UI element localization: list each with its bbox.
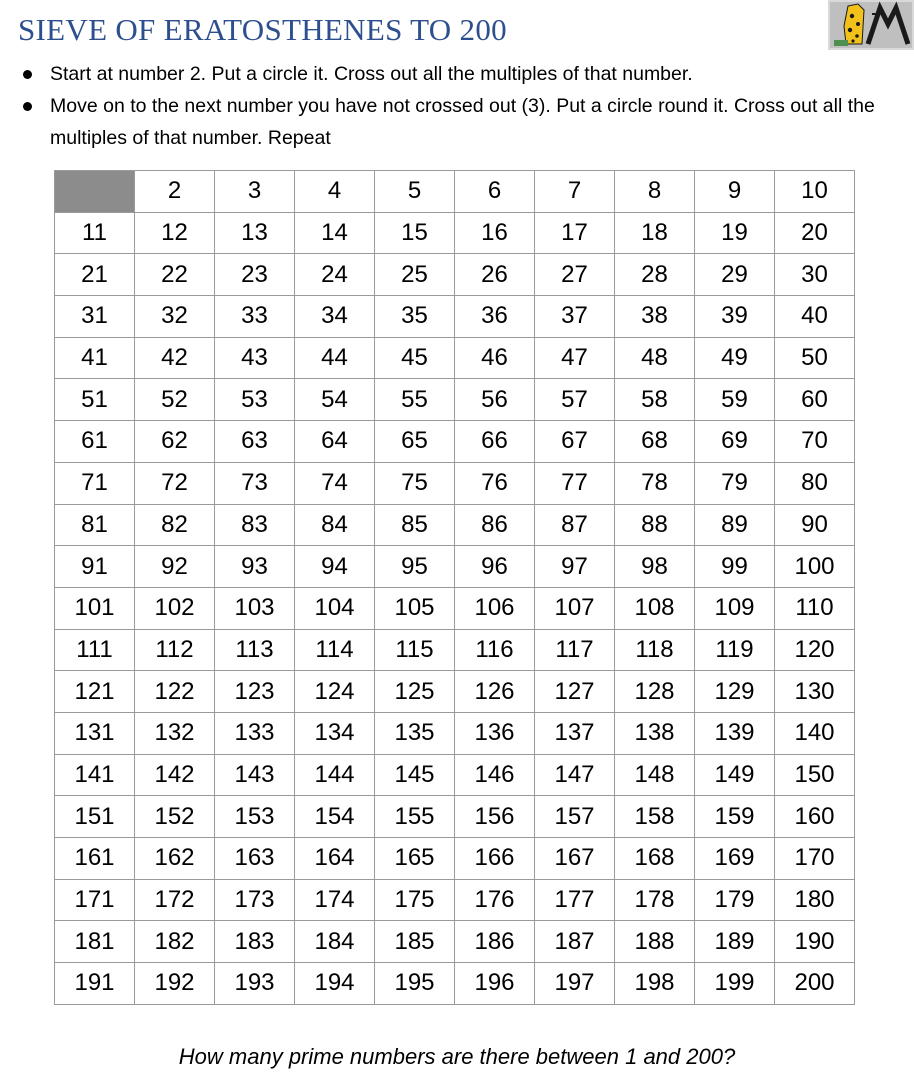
number-cell[interactable]: 146 [455, 754, 535, 796]
number-cell[interactable]: 184 [295, 921, 375, 963]
number-cell[interactable]: 33 [215, 296, 295, 338]
number-cell[interactable]: 130 [775, 671, 855, 713]
number-cell[interactable]: 161 [55, 838, 135, 880]
number-cell[interactable]: 53 [215, 379, 295, 421]
number-cell[interactable]: 185 [375, 921, 455, 963]
number-cell[interactable]: 133 [215, 712, 295, 754]
number-cell[interactable]: 167 [535, 838, 615, 880]
number-cell[interactable]: 164 [295, 838, 375, 880]
grid-row [55, 838, 855, 880]
number-cell[interactable]: 112 [135, 629, 215, 671]
number-cell[interactable]: 195 [375, 963, 455, 1005]
number-cell[interactable]: 38 [615, 296, 695, 338]
number-cell[interactable]: 79 [695, 462, 775, 504]
number-cell[interactable]: 40 [775, 296, 855, 338]
number-cell[interactable]: 54 [295, 379, 375, 421]
number-cell[interactable]: 165 [375, 838, 455, 880]
number-cell[interactable]: 20 [775, 212, 855, 254]
number-cell[interactable]: 193 [215, 963, 295, 1005]
instruction-text: Start at number 2. Put a circle it. Cross out all the multiples of that number. [50, 63, 693, 85]
number-cell[interactable]: 46 [455, 337, 535, 379]
number-cell[interactable]: 186 [455, 921, 535, 963]
instruction-item [20, 58, 900, 90]
number-cell[interactable]: 132 [135, 712, 215, 754]
instruction-list [20, 58, 900, 154]
number-cell[interactable]: 14 [295, 212, 375, 254]
grid-row [55, 963, 855, 1005]
number-cell[interactable]: 32 [135, 296, 215, 338]
number-cell[interactable]: 58 [615, 379, 695, 421]
number-cell[interactable]: 18 [615, 212, 695, 254]
number-cell[interactable]: 74 [295, 462, 375, 504]
number-cell[interactable]: 103 [215, 587, 295, 629]
instruction-item [20, 90, 900, 154]
number-cell[interactable]: 187 [535, 921, 615, 963]
number-cell[interactable]: 41 [55, 337, 135, 379]
number-cell[interactable]: 108 [615, 587, 695, 629]
number-cell[interactable]: 70 [775, 421, 855, 463]
number-cell[interactable]: 29 [695, 254, 775, 296]
number-cell[interactable]: 169 [695, 838, 775, 880]
number-cell[interactable]: 199 [695, 963, 775, 1005]
number-cell[interactable]: 190 [775, 921, 855, 963]
number-cell[interactable]: 115 [375, 629, 455, 671]
grid-row [55, 171, 855, 213]
number-cell[interactable]: 148 [615, 754, 695, 796]
number-cell[interactable]: 24 [295, 254, 375, 296]
number-cell[interactable]: 67 [535, 421, 615, 463]
number-cell[interactable]: 120 [775, 629, 855, 671]
number-cell[interactable]: 75 [375, 462, 455, 504]
number-cell[interactable]: 105 [375, 587, 455, 629]
grid-row [55, 587, 855, 629]
number-cell[interactable]: 42 [135, 337, 215, 379]
grid-row [55, 671, 855, 713]
number-cell[interactable]: 78 [615, 462, 695, 504]
number-cell[interactable]: 27 [535, 254, 615, 296]
number-cell[interactable]: 149 [695, 754, 775, 796]
number-cell[interactable]: 65 [375, 421, 455, 463]
number-cell[interactable]: 50 [775, 337, 855, 379]
number-cell[interactable]: 68 [615, 421, 695, 463]
number-cell[interactable]: 198 [615, 963, 695, 1005]
number-cell[interactable]: 177 [535, 879, 615, 921]
number-cell[interactable]: 19 [695, 212, 775, 254]
instruction-text: Move on to the next number you have not crossed out (3). Put a circle round it. Cross out all the multiples of that number. Repeat [50, 95, 875, 149]
number-cell[interactable]: 34 [295, 296, 375, 338]
number-cell[interactable]: 100 [775, 546, 855, 588]
number-cell[interactable]: 17 [535, 212, 615, 254]
number-cell[interactable]: 28 [615, 254, 695, 296]
number-cell[interactable]: 178 [615, 879, 695, 921]
number-cell[interactable]: 122 [135, 671, 215, 713]
number-cell[interactable]: 172 [135, 879, 215, 921]
grid-row [55, 421, 855, 463]
number-cell[interactable]: 136 [455, 712, 535, 754]
number-cell[interactable]: 6 [455, 171, 535, 213]
number-cell[interactable]: 159 [695, 796, 775, 838]
number-cell[interactable]: 8 [615, 171, 695, 213]
number-cell[interactable]: 51 [55, 379, 135, 421]
number-cell[interactable]: 36 [455, 296, 535, 338]
number-cell[interactable]: 82 [135, 504, 215, 546]
grid-row [55, 337, 855, 379]
number-cell[interactable]: 166 [455, 838, 535, 880]
grid-row [55, 712, 855, 754]
number-cell[interactable]: 131 [55, 712, 135, 754]
number-cell[interactable]: 181 [55, 921, 135, 963]
number-cell[interactable]: 15 [375, 212, 455, 254]
number-cell[interactable]: 174 [295, 879, 375, 921]
number-cell[interactable]: 9 [695, 171, 775, 213]
number-cell[interactable]: 56 [455, 379, 535, 421]
number-cell[interactable]: 113 [215, 629, 295, 671]
bullet-icon [23, 70, 32, 79]
number-cell[interactable]: 76 [455, 462, 535, 504]
number-cell[interactable]: 142 [135, 754, 215, 796]
number-cell[interactable]: 107 [535, 587, 615, 629]
number-cell[interactable]: 192 [135, 963, 215, 1005]
number-cell[interactable]: 21 [55, 254, 135, 296]
number-cell[interactable]: 134 [295, 712, 375, 754]
number-cell[interactable]: 127 [535, 671, 615, 713]
number-cell[interactable]: 69 [695, 421, 775, 463]
number-cell[interactable]: 31 [55, 296, 135, 338]
number-cell[interactable]: 183 [215, 921, 295, 963]
number-cell[interactable]: 96 [455, 546, 535, 588]
grid-row [55, 296, 855, 338]
number-grid [54, 170, 855, 1005]
number-cell[interactable]: 97 [535, 546, 615, 588]
grid-row [55, 379, 855, 421]
number-cell[interactable]: 188 [615, 921, 695, 963]
grid-row [55, 212, 855, 254]
number-cell[interactable]: 126 [455, 671, 535, 713]
number-cell[interactable]: 72 [135, 462, 215, 504]
number-cell[interactable]: 35 [375, 296, 455, 338]
number-cell[interactable]: 11 [55, 212, 135, 254]
number-cell[interactable]: 37 [535, 296, 615, 338]
number-cell[interactable]: 123 [215, 671, 295, 713]
number-cell[interactable]: 163 [215, 838, 295, 880]
number-cell[interactable]: 170 [775, 838, 855, 880]
number-cell[interactable]: 155 [375, 796, 455, 838]
number-cell[interactable]: 64 [295, 421, 375, 463]
number-cell[interactable]: 175 [375, 879, 455, 921]
number-cell[interactable]: 157 [535, 796, 615, 838]
number-cell[interactable]: 147 [535, 754, 615, 796]
number-cell[interactable]: 151 [55, 796, 135, 838]
number-cell[interactable]: 84 [295, 504, 375, 546]
number-cell[interactable]: 197 [535, 963, 615, 1005]
number-cell[interactable]: 45 [375, 337, 455, 379]
number-cell[interactable]: 30 [775, 254, 855, 296]
number-cell[interactable]: 90 [775, 504, 855, 546]
number-cell[interactable]: 3 [215, 171, 295, 213]
number-cell[interactable]: 23 [215, 254, 295, 296]
bullet-icon [23, 102, 32, 111]
number-cell[interactable]: 124 [295, 671, 375, 713]
number-cell[interactable]: 114 [295, 629, 375, 671]
grid-row [55, 921, 855, 963]
number-cell[interactable]: 4 [295, 171, 375, 213]
number-cell[interactable]: 145 [375, 754, 455, 796]
number-cell[interactable]: 106 [455, 587, 535, 629]
number-cell[interactable]: 168 [615, 838, 695, 880]
number-cell[interactable]: 22 [135, 254, 215, 296]
number-cell[interactable]: 57 [535, 379, 615, 421]
number-cell[interactable]: 44 [295, 337, 375, 379]
shaded-cell[interactable] [55, 171, 135, 213]
number-cell[interactable]: 59 [695, 379, 775, 421]
number-cell[interactable]: 12 [135, 212, 215, 254]
number-cell[interactable]: 128 [615, 671, 695, 713]
grid-row [55, 629, 855, 671]
number-cell[interactable]: 196 [455, 963, 535, 1005]
number-cell[interactable]: 71 [55, 462, 135, 504]
number-cell[interactable]: 109 [695, 587, 775, 629]
number-cell[interactable]: 117 [535, 629, 615, 671]
number-cell[interactable]: 162 [135, 838, 215, 880]
number-cell[interactable]: 141 [55, 754, 135, 796]
grid-row [55, 879, 855, 921]
number-cell[interactable]: 87 [535, 504, 615, 546]
number-cell[interactable]: 49 [695, 337, 775, 379]
school-logo-icon [828, 0, 914, 50]
number-cell[interactable]: 61 [55, 421, 135, 463]
number-cell[interactable]: 111 [55, 629, 135, 671]
number-cell[interactable]: 138 [615, 712, 695, 754]
page-title: SIEVE OF ERATOSTHENES TO 200 [18, 12, 507, 47]
number-cell[interactable]: 62 [135, 421, 215, 463]
number-cell[interactable]: 73 [215, 462, 295, 504]
number-cell[interactable]: 104 [295, 587, 375, 629]
number-cell[interactable]: 80 [775, 462, 855, 504]
number-cell[interactable]: 135 [375, 712, 455, 754]
number-cell[interactable]: 99 [695, 546, 775, 588]
number-cell[interactable]: 194 [295, 963, 375, 1005]
grid-row [55, 546, 855, 588]
number-cell[interactable]: 110 [775, 587, 855, 629]
number-cell[interactable]: 5 [375, 171, 455, 213]
number-cell[interactable]: 160 [775, 796, 855, 838]
number-cell[interactable]: 182 [135, 921, 215, 963]
number-cell[interactable]: 63 [215, 421, 295, 463]
number-cell[interactable]: 118 [615, 629, 695, 671]
grid-row [55, 462, 855, 504]
number-cell[interactable]: 43 [215, 337, 295, 379]
number-cell[interactable]: 200 [775, 963, 855, 1005]
number-cell[interactable]: 48 [615, 337, 695, 379]
number-cell[interactable]: 26 [455, 254, 535, 296]
number-cell[interactable]: 129 [695, 671, 775, 713]
number-cell[interactable]: 153 [215, 796, 295, 838]
number-cell[interactable]: 98 [615, 546, 695, 588]
number-cell[interactable]: 2 [135, 171, 215, 213]
number-cell[interactable]: 143 [215, 754, 295, 796]
number-cell[interactable]: 52 [135, 379, 215, 421]
number-cell[interactable]: 86 [455, 504, 535, 546]
number-cell[interactable]: 176 [455, 879, 535, 921]
number-cell[interactable]: 158 [615, 796, 695, 838]
number-cell[interactable]: 60 [775, 379, 855, 421]
number-cell[interactable]: 137 [535, 712, 615, 754]
grid-row [55, 796, 855, 838]
number-cell[interactable]: 88 [615, 504, 695, 546]
number-cell[interactable]: 139 [695, 712, 775, 754]
question-text: How many prime numbers are there between 1 and 200? [178, 1044, 736, 1069]
number-cell[interactable]: 16 [455, 212, 535, 254]
number-cell[interactable]: 173 [215, 879, 295, 921]
number-cell[interactable]: 77 [535, 462, 615, 504]
number-cell[interactable]: 152 [135, 796, 215, 838]
number-cell[interactable]: 119 [695, 629, 775, 671]
number-cell[interactable]: 179 [695, 879, 775, 921]
number-cell[interactable]: 180 [775, 879, 855, 921]
number-cell[interactable]: 125 [375, 671, 455, 713]
grid-row [55, 504, 855, 546]
number-cell[interactable]: 189 [695, 921, 775, 963]
number-cell[interactable]: 89 [695, 504, 775, 546]
number-cell[interactable]: 116 [455, 629, 535, 671]
number-cell[interactable]: 81 [55, 504, 135, 546]
number-cell[interactable]: 102 [135, 587, 215, 629]
number-cell[interactable]: 150 [775, 754, 855, 796]
number-cell[interactable]: 121 [55, 671, 135, 713]
number-cell[interactable]: 55 [375, 379, 455, 421]
number-cell[interactable]: 7 [535, 171, 615, 213]
number-cell[interactable]: 25 [375, 254, 455, 296]
number-cell[interactable]: 140 [775, 712, 855, 754]
number-cell[interactable]: 93 [215, 546, 295, 588]
grid-row [55, 254, 855, 296]
number-cell[interactable]: 10 [775, 171, 855, 213]
number-cell[interactable]: 85 [375, 504, 455, 546]
number-cell[interactable]: 83 [215, 504, 295, 546]
number-cell[interactable]: 101 [55, 587, 135, 629]
number-cell[interactable]: 95 [375, 546, 455, 588]
number-cell[interactable]: 156 [455, 796, 535, 838]
number-cell[interactable]: 171 [55, 879, 135, 921]
number-cell[interactable]: 39 [695, 296, 775, 338]
number-cell[interactable]: 191 [55, 963, 135, 1005]
number-cell[interactable]: 66 [455, 421, 535, 463]
number-cell[interactable]: 13 [215, 212, 295, 254]
number-cell[interactable]: 144 [295, 754, 375, 796]
number-cell[interactable]: 154 [295, 796, 375, 838]
number-cell[interactable]: 92 [135, 546, 215, 588]
number-cell[interactable]: 94 [295, 546, 375, 588]
number-cell[interactable]: 91 [55, 546, 135, 588]
number-cell[interactable]: 47 [535, 337, 615, 379]
grid-row [55, 754, 855, 796]
